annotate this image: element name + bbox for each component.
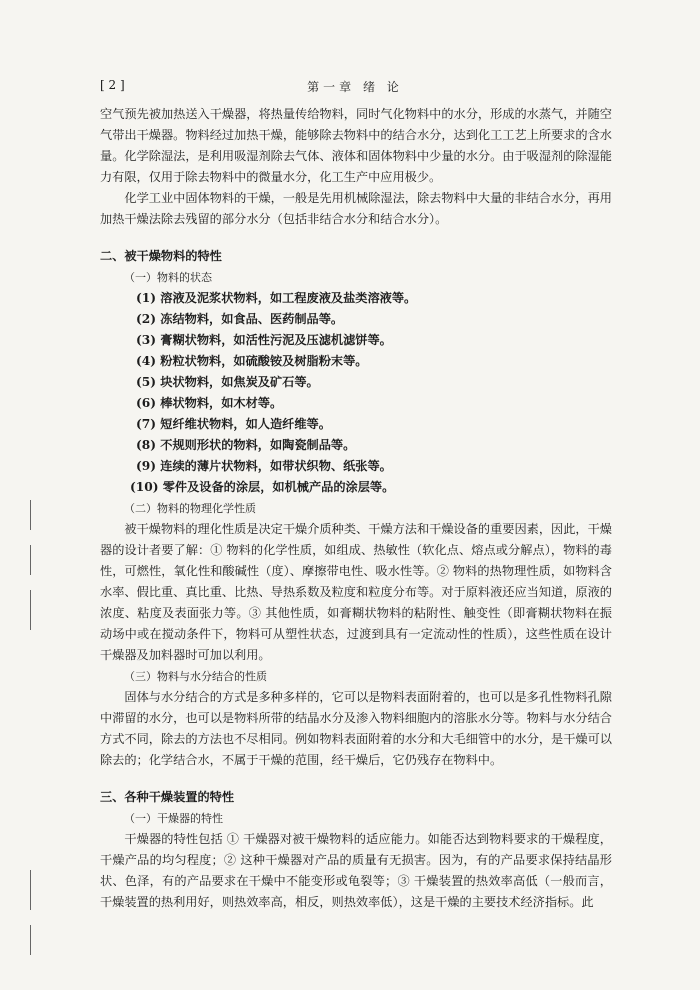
section-heading: 二、被干燥物料的特性	[100, 249, 222, 263]
page-body	[100, 104, 612, 913]
paragraph: 空气预先被加热送入干燥器，将热量传给物料，同时气化物料中的水分，形成的水蒸气，并随空气带出干燥器。物料经过加热干燥，能够除去物料中的结合水分，达到化工工艺上所要求的含水量。化学除湿法，是利用吸湿剂除去气体、液体和固体物料中少量的水分。由于吸湿剂的除湿能力有限，仅用于除去物料中的微量水分，化工生产中应用极少。	[100, 107, 612, 184]
paragraph: 固体与水分结合的方式是多种多样的，它可以是物料表面附着的，也可以是多孔性物料孔隙中滞留的水分，也可以是物料所带的结晶水分及渗入物料细胞内的溶胀水分等。物料与水分结合方式不同，除去的方法也不尽相同。例如物料表面附着的水分和大毛细管中的水分，是干燥可以除去的；化学结合水，不属于干燥的范围，经干燥后，它仍残存在物料中。	[100, 690, 612, 767]
page-number: [ 2 ]	[100, 78, 125, 92]
subsection-heading: （二）物料的物理化学性质	[124, 502, 256, 515]
list-item: (5) 块状物料，如焦炭及矿石等。	[136, 375, 319, 389]
list-item: (2) 冻结物料，如食品、医药制品等。	[136, 312, 344, 326]
binding-mark	[30, 870, 31, 910]
list-item: (10) 零件及设备的涂层，如机械产品的涂层等。	[130, 480, 395, 494]
subsection-heading: （一）物料的状态	[124, 271, 212, 284]
chapter-title: 第一章 绪 论	[307, 80, 403, 94]
section-heading: 三、各种干燥装置的特性	[100, 790, 235, 804]
list-item: (4) 粉粒状物料，如硫酸铵及树脂粉末等。	[136, 354, 368, 368]
binding-mark	[30, 545, 31, 575]
list-item: (3) 膏糊状物料，如活性污泥及压滤机滤饼等。	[136, 333, 392, 347]
list-item: (1) 溶液及泥浆状物料，如工程废液及盐类溶液等。	[136, 291, 417, 305]
paragraph: 化学工业中固体物料的干燥，一般是先用机械除湿法，除去物料中大量的非结合水分，再用加热干燥法除去残留的部分水分（包括非结合水分和结合水分）。	[100, 191, 612, 226]
list-item: (8) 不规则形状的物料，如陶瓷制品等。	[136, 438, 356, 452]
list-item: (6) 棒状物料，如木材等。	[136, 396, 283, 410]
subsection-heading: （三）物料与水分结合的性质	[124, 670, 267, 683]
paragraph: 干燥器的特性包括 ① 干燥器对被干燥物料的适应能力。如能否达到物料要求的干燥程度，干燥产品的均匀程度；② 这种干燥器对产品的质量有无损害。因为，有的产品要求保持结晶形状、色泽，有的产品要求在干燥中不能变形或龟裂等；③ 干燥装置的热效率高低（一般而言，干燥装置的热利用好，则热效率高，相反，则热效率低），这是干燥的主要技术经济指标。此	[100, 832, 612, 909]
list-item: (9) 连续的薄片状物料，如带状织物、纸张等。	[136, 459, 392, 473]
list-item: (7) 短纤维状物料，如人造纤维等。	[136, 417, 331, 431]
page-header	[100, 78, 610, 98]
paragraph: 被干燥物料的理化性质是决定干燥介质种类、干燥方法和干燥设备的重要因素，因此，干燥器的设计者要了解：① 物料的化学性质，如组成、热敏性（软化点、熔点或分解点），物料的毒性，可燃性，氧化性和酸碱性（度）、摩擦带电性、吸水性等。② 物料的热物理性质，如物料含水率、假比重、真比重、比热、导热系数及粒度和粒度分布等。对于原料液还应当知道，原液的浓度、粘度及表面张力等。③ 其他性质，如膏糊状物料的粘附性、触变性（即膏糊状物料在振动场中或在搅动条件下，物料可从塑性状态，过渡到具有一定流动性的性质），这些性质在设计干燥器及加料器时可加以利用。	[100, 522, 612, 662]
binding-mark	[30, 500, 31, 530]
binding-mark	[30, 925, 31, 955]
binding-mark	[30, 590, 31, 630]
subsection-heading: （一）干燥器的特性	[124, 812, 223, 825]
